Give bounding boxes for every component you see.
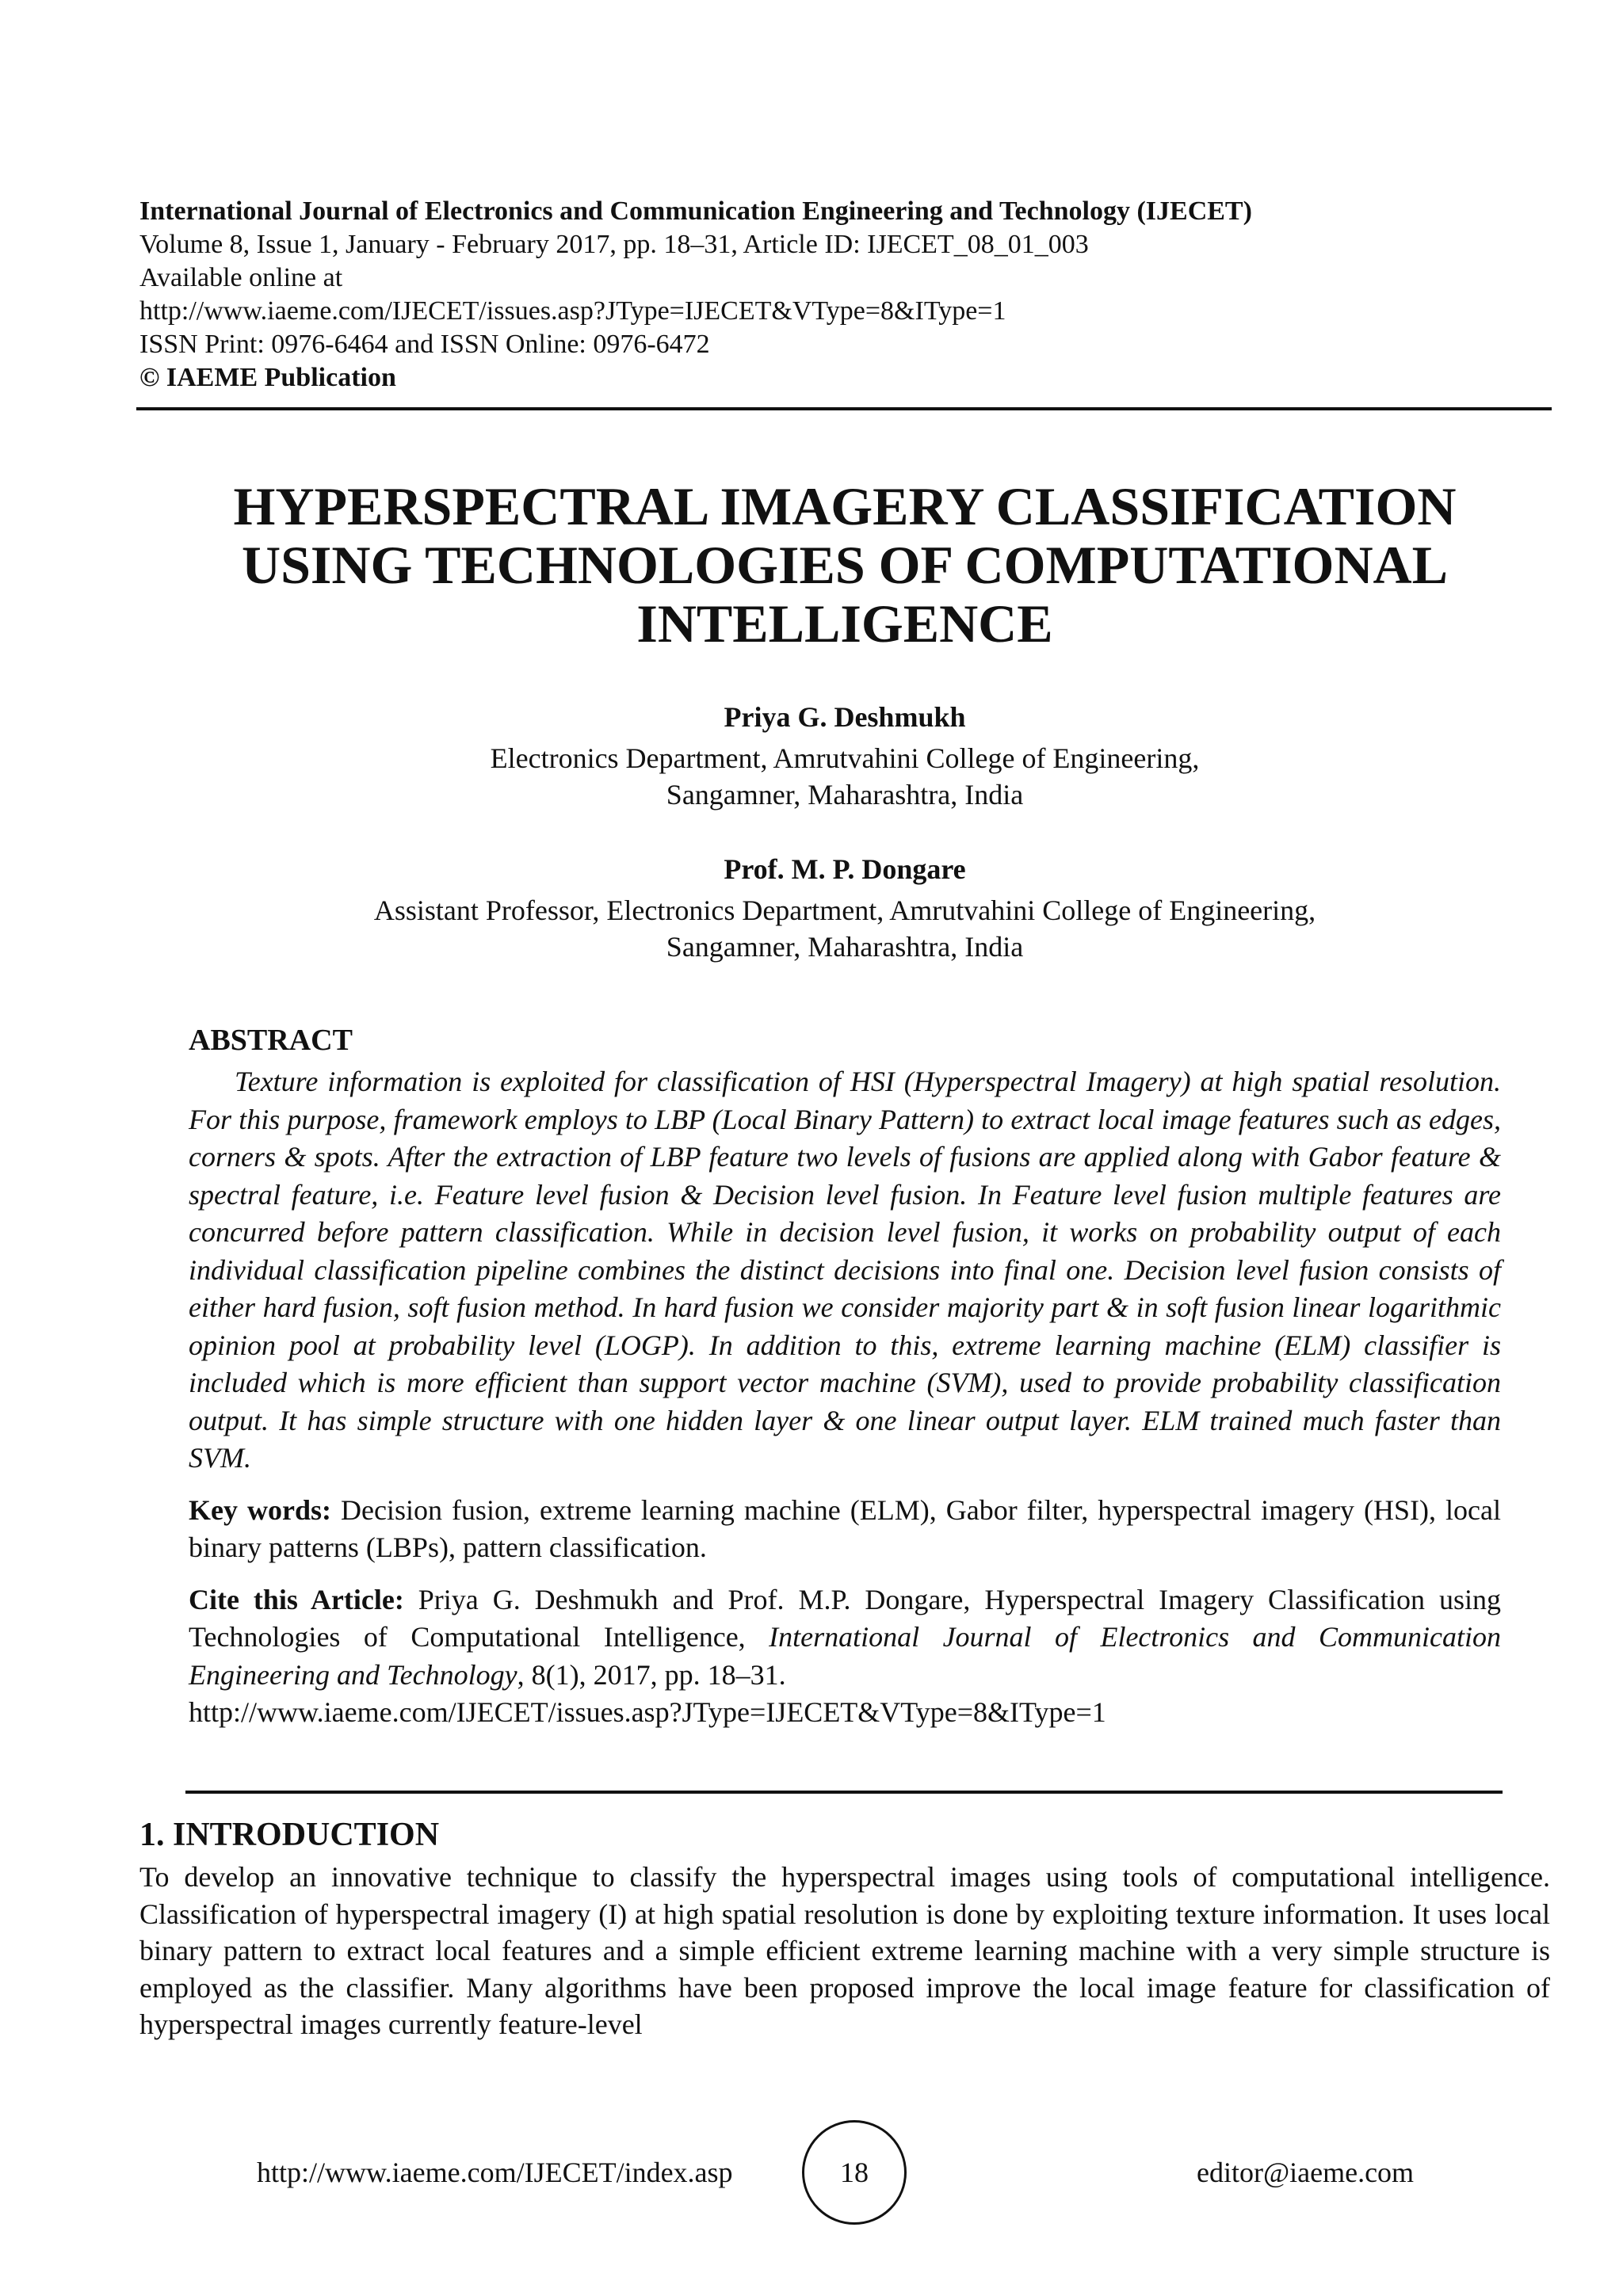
cite-label: Cite this Article: xyxy=(189,1583,404,1615)
introduction-section xyxy=(139,1814,1550,2043)
issn-line: ISSN Print: 0976-6464 and ISSN Online: 0976-6472 xyxy=(139,330,710,359)
title-line-3: INTELLIGENCE xyxy=(636,593,1053,654)
abstract-heading: ABSTRACT xyxy=(189,1024,353,1057)
title-line-1: HYPERSPECTRAL IMAGERY CLASSIFICATION xyxy=(233,476,1457,536)
footer-email: editor@iaeme.com xyxy=(1197,2157,1415,2188)
author-affiliation: Electronics Department, Amrutvahini College of Engineering, xyxy=(490,742,1200,774)
issue-url: http://www.iaeme.com/IJECET/issues.asp?JType=IJECET&VType=8&IType=1 xyxy=(139,296,1006,326)
author-block-2 xyxy=(139,851,1550,965)
journal-header xyxy=(139,195,1550,395)
keywords-label: Key words: xyxy=(189,1493,331,1526)
cite-article xyxy=(189,1581,1501,1732)
cite-text: Priya G. Deshmukh and Prof. M.P. Dongare, Hyperspectral Imagery Classification using Technologies of Computational Intelligence, xyxy=(189,1583,1501,1653)
keywords xyxy=(189,1492,1501,1567)
paper-title xyxy=(139,477,1550,653)
abstract-divider xyxy=(185,1791,1503,1794)
author-affiliation: Sangamner, Maharashtra, India xyxy=(666,931,1024,963)
cite-text-end: , 8(1), 2017, pp. 18–31. xyxy=(517,1658,786,1691)
page-number: 18 xyxy=(802,2120,907,2225)
introduction-text: To develop an innovative technique to classify the hyperspectral images using tools of computational intelligence. Classification of hyperspectral imagery (I) at high spatial resolution is done by exploiting texture information. It uses local binary pattern to extract local features and a simple efficient extreme learning machine with a very simple structure is employed as the classifier. Many algorithms have been proposed improve the local image feature for classification of hyperspectral images currently feature-level xyxy=(139,1861,1550,2040)
abstract-section xyxy=(189,1022,1501,1732)
publisher-line: © IAEME Publication xyxy=(139,363,396,392)
cite-journal: International Journal of Electronics and Communication Engineering and Technology xyxy=(189,1621,1501,1691)
abstract-text: Texture information is exploited for classification of HSI (Hyperspectral Imagery) at high spatial resolution. For this purpose, framework employs to LBP (Local Binary Pattern) to extract local image features such as edges, corners & spots. After the extraction of LBP feature two levels of fusions are applied along with Gabor feature & spectral feature, i.e. Feature level fusion & Decision level fusion. In Feature level fusion multiple features are concurred before pattern classification. While in decision level fusion, it works on probability output of each individual classification pipeline combines the distinct decisions into final one. Decision level fusion consists of either hard fusion, soft fusion method. In hard fusion we consider majority part & in soft fusion linear logarithmic opinion pool at probability level (LOGP). In addition to this, extreme learning machine (ELM) classifier is included which is more efficient than support vector machine (SVM), used to provide probability classification output. It has simple structure with one hidden layer & one linear output layer. ELM trained much faster than SVM. xyxy=(189,1066,1501,1474)
journal-name: International Journal of Electronics and Communication Engineering and Technology (IJECET) xyxy=(139,196,1252,226)
author-block-1 xyxy=(139,699,1550,813)
available-online-label: Available online at xyxy=(139,263,343,292)
header-divider xyxy=(136,407,1552,410)
cite-url: http://www.iaeme.com/IJECET/issues.asp?JType=IJECET&VType=8&IType=1 xyxy=(189,1696,1106,1728)
volume-line: Volume 8, Issue 1, January - February 2017, pp. 18–31, Article ID: IJECET_08_01_003 xyxy=(139,230,1089,259)
author-affiliation: Assistant Professor, Electronics Department, Amrutvahini College of Engineering, xyxy=(373,894,1316,926)
introduction-heading: 1. INTRODUCTION xyxy=(139,1817,440,1853)
author-name: Prof. M. P. Dongare xyxy=(724,853,966,885)
footer-url: http://www.iaeme.com/IJECET/index.asp xyxy=(257,2157,733,2188)
author-name: Priya G. Deshmukh xyxy=(724,701,966,733)
author-affiliation: Sangamner, Maharashtra, India xyxy=(666,779,1024,810)
keywords-text: Decision fusion, extreme learning machine (ELM), Gabor filter, hyperspectral imagery (HSI), local binary patterns (LBPs), pattern classification. xyxy=(189,1493,1501,1563)
title-line-2: USING TECHNOLOGIES OF COMPUTATIONAL xyxy=(241,535,1449,595)
